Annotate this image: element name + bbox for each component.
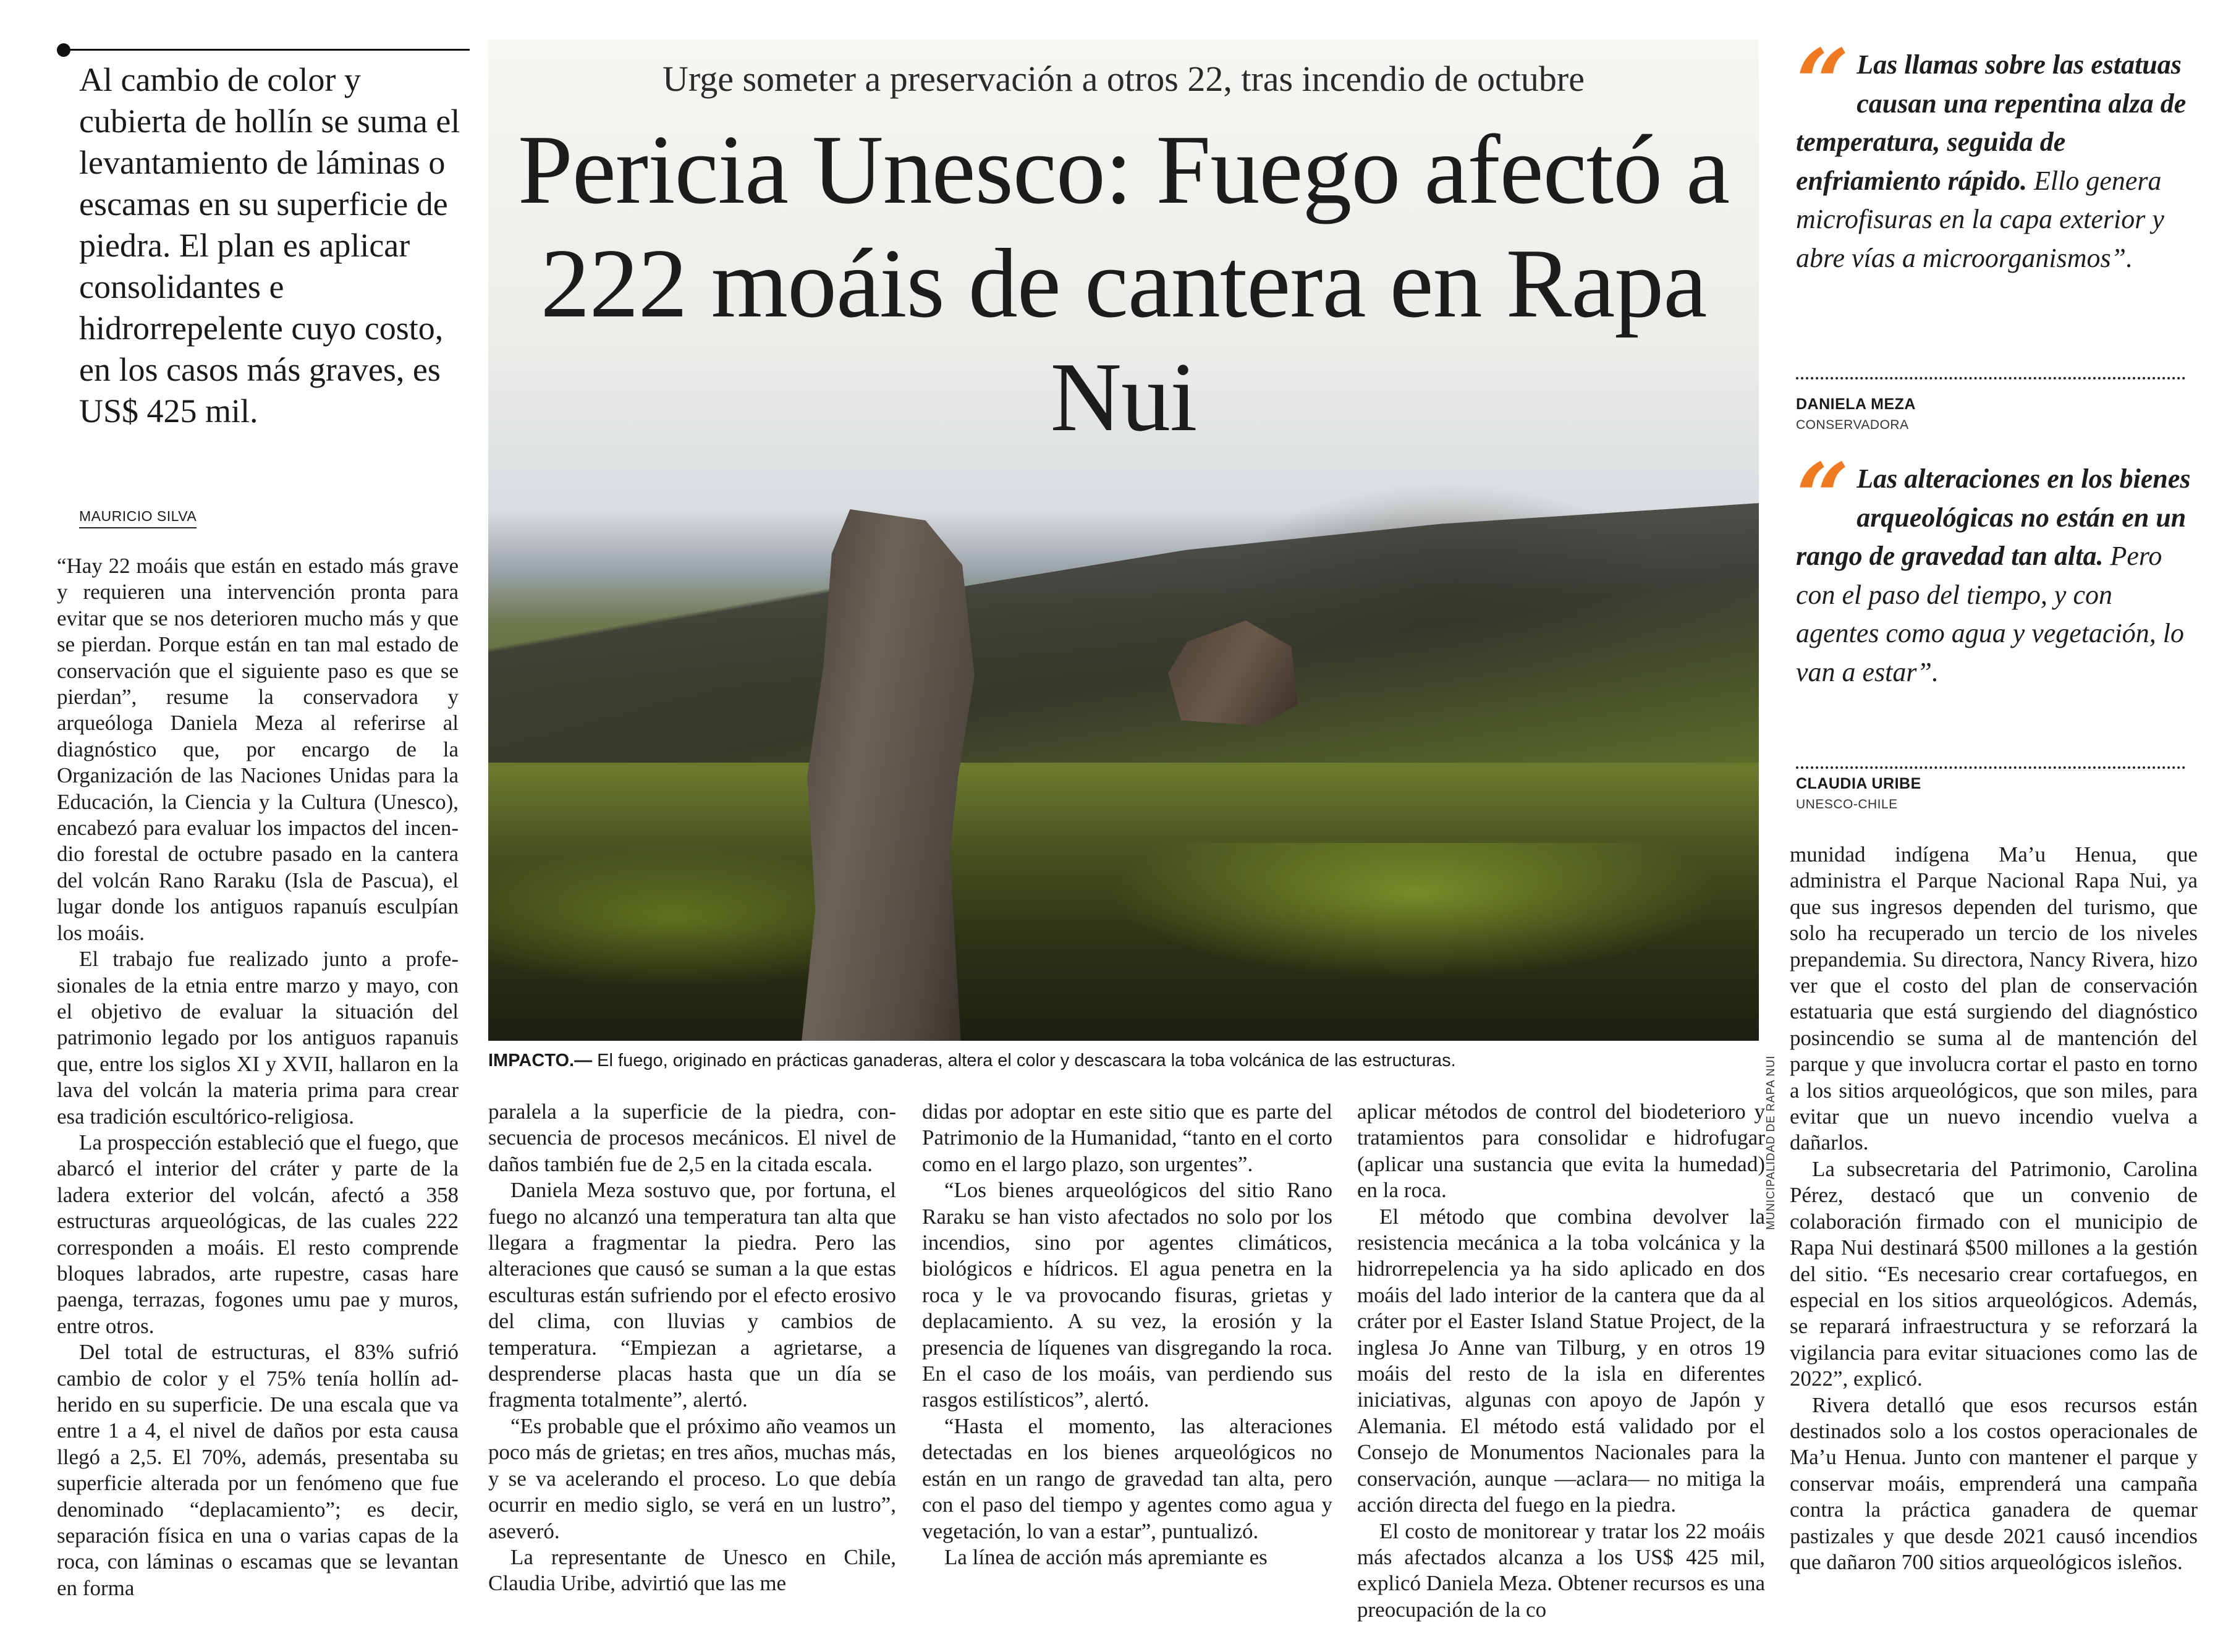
paragraph: El trabajo fue realizado junto a profesionales de la etnia entre marzo y mayo, con el objetivo de evaluar la situación del patrimonio legado por los antiguos rapanuis que, entre los siglos XI y XVII, hallaron en la lava del volcán la materia prima para crear esa tradición escultórico-religiosa. bbox=[57, 947, 459, 1129]
quote-author: DANIELA MEZA bbox=[1796, 396, 1916, 413]
paragraph: Daniela Meza sostuvo que, por fortuna, el fuego no alcanzó una temperatura tan alta que llegara a fragmentar la piedra. Pero las alteraciones que causó se suman a la que estas esculturas están sufriendo por el efecto erosivo del clima, con lluvias y cambios de temperatura. “Empiezan a agrietarse, a desprenderse placas hasta que un día se fragmenta totalmente”, alertó. bbox=[488, 1178, 896, 1412]
paragraph: didas por adoptar en este sitio que es parte del Patrimonio de la Humanidad, “tanto en el corto como en el largo plazo, son urgentes”. bbox=[922, 1099, 1332, 1176]
quote-author: CLAUDIA URIBE bbox=[1796, 775, 1921, 792]
quote-icon: “ bbox=[1796, 46, 1850, 101]
paragraph: La subsecretaria del Patrimonio, Carolina Pérez, destacó que un convenio de colaboración firmado con el municipio de Rapa Nui destinará $500 millones a la gestión del sitio. “Es necesario crear cortafuegos, en especial en los sitios arqueológicos. Además, se reparará infraestructura y se reforzará la vigilancia para evitar situaciones como las de 2022”, explicó. bbox=[1790, 1156, 2198, 1391]
pull-quote-1 bbox=[1796, 46, 2191, 277]
headline-overline: Urge someter a preservación a otros 22, tras incendio de octubre bbox=[663, 59, 1585, 99]
paragraph: El método que combina devolver la resistencia mecánica a la toba volcánica y la hidrorrepelencia ya ha sido aplicado en dos moáis del lado interior de la cantera que da al cráter por el Easter Island Statue Project, de la inglesa Jo Anne van Tilburg, y en otros 19 moáis del resto de la isla en diferentes iniciativas, algunas con apoyo de Japón y Alemania. El método está validado por el Consejo de Monumentos Nacionales para la conservación, aunque —aclara— no mitiga la acción directa del fuego en la piedra. bbox=[1357, 1204, 1765, 1517]
caption-text: El fuego, originado en prácticas ganaderas, altera el color y descascara la toba volcánica de las estructuras. bbox=[592, 1051, 1456, 1070]
body-column-3 bbox=[922, 1099, 1332, 1570]
paragraph: La representante de Unesco en Chile, Claudia Uribe, advirtió que las me bbox=[488, 1544, 896, 1596]
paragraph: munidad indígena Ma’u Henua, que administra el Parque Nacional Rapa Nui, ya que sus ingresos dependen del turismo, que solo ha recuperado un tercio de los niveles prepandemia. Su directora, Nancy Rivera, hizo ver que el costo del plan de conservación estatuaria que está surgiendo del diagnóstico posincendio se suma al de mantención del parque y que involucra cortar el pasto en torno a los sitios arqueológicos, que son miles, para evitar que un nuevo incendio vuelva a dañarlos. bbox=[1790, 842, 2198, 1155]
photo-caption bbox=[488, 1051, 1759, 1071]
burnt-hillside bbox=[488, 503, 1759, 763]
paragraph: “Es probable que el próximo año veamos un poco más de grietas; en tres años, muchas más, y se va acelerando el proceso. Lo que debía ocurrir en medio siglo, se verá en un lustro”, aseveró. bbox=[488, 1413, 896, 1543]
paragraph: “Hay 22 moáis que están en estado más grave y requieren una intervención pronta para evitar que se nos deterioren mucho más y que se pierdan. Porque están en tan mal estado de conservación que el siguiente paso es que se pierdan”, resume la conservadora y arqueóloga Daniela Meza al referirse al diagnóstico que, por encargo de la Organización de las Naciones Unidas para la Educación, la Ciencia y la Cultura (Unesco), encabezó para evaluar los impactos del incendio forestal de octubre pasado en la cantera del volcán Rano Raraku (Isla de Pascua), el lugar donde los antiguos rapanuís esculpían los moáis. bbox=[57, 554, 459, 945]
quote-bold: Las llamas sobre las estatuas causan una repentina alza de temperatura, seguida de enfriamiento rápido. bbox=[1796, 49, 2187, 196]
quote-rest: Ello genera microfisuras en la capa exterior y abre vías a microorganismos”. bbox=[1796, 165, 2164, 273]
quote-icon: “ bbox=[1796, 460, 1850, 515]
quote-author-role: CONSERVADORA bbox=[1796, 418, 1909, 432]
green-grass bbox=[488, 843, 1759, 1041]
body-column-2 bbox=[488, 1099, 896, 1597]
pull-quote-2 bbox=[1796, 460, 2191, 692]
lead-rule bbox=[62, 49, 470, 51]
quote-author-role: UNESCO-CHILE bbox=[1796, 797, 1898, 811]
body-column-5 bbox=[1790, 842, 2198, 1575]
paragraph: El costo de monitorear y tratar los 22 moáis más afectados alcanza a los US$ 425 mil, explicó Daniela Meza. Obtener recursos es una preocupación de la co bbox=[1357, 1519, 1765, 1622]
quote-divider bbox=[1796, 377, 2185, 379]
byline: MAURICIO SILVA bbox=[79, 508, 197, 528]
paragraph: Rivera detalló que esos recursos están destinados solo a los costos operacionales de Ma’u Henua. Junto con mantener el parque y conservar moáis, emprenderá una campaña contra la práctica ganadera de quemar pastizales y que desde 2021 causó incendios que dañaron 700 sitios arqueológicos isleños. bbox=[1790, 1392, 2198, 1574]
lead-paragraph: Al cambio de color y cubierta de hollín se suma el levantamiento de láminas o escamas en su superficie de piedra. El plan es aplicar consolidantes e hidrorrepelente cuyo costo, en los casos más graves, es US$ 425 mil. bbox=[79, 61, 460, 430]
photo-credit: MUNICIPALIDAD DE RAPA NUI bbox=[1764, 1055, 1777, 1230]
paragraph: La línea de acción más apremiante es bbox=[944, 1544, 1268, 1569]
moai-photo bbox=[488, 40, 1759, 1041]
paragraph: paralela a la superficie de la piedra, consecuencia de procesos mecánicos. El nivel de daños también fue de 2,5 en la citada escala. bbox=[488, 1099, 896, 1176]
headline: Pericia Unesco: Fuego afectó a 222 moáis de cantera en Rapa Nui bbox=[517, 114, 1730, 452]
paragraph: La prospección estableció que el fuego, que abarcó el interior del cráter y parte de la ladera exterior del volcán, afectó a 358 estructuras arqueológicas, de las cuales 222 corresponden a moáis. El resto comprende bloques labrados, arte rupestre, casas hare paenga, terrazas, fogones umu pae y muros, entre otros. bbox=[57, 1130, 459, 1338]
paragraph: Del total de estructuras, el 83% sufrió cambio de color y el 75% tenía hollín adherido en su superficie. De una escala que va entre 1 a 4, el nivel de daños por esta causa llegó a 2,5. El 70%, además, presentaba su superficie alterada por un fenómeno que fue denominado “deplacamiento”; es decir, separación física en una o varias capas de la roca, con láminas o escamas que se levantan en forma bbox=[57, 1340, 459, 1600]
paragraph: aplicar métodos de control del biodeterioro y tratamientos para consolidar e hidrofugar (aplicar una sustancia que evita la humedad) en la roca. bbox=[1357, 1099, 1765, 1203]
body-column-1 bbox=[57, 553, 459, 1601]
paragraph: “Los bienes arqueológicos del sitio Rano Raraku se han visto afectados no solo por los incendios, sino por agentes climáticos, biológicos e hídricos. El agua penetra en la roca y le va provocando fisuras, grietas y deplacamiento. A su vez, la erosión y la presencia de líquenes van disgregando la roca. En el caso de los moáis, van perdiendo sus rasgos estilísticos”, alertó. bbox=[922, 1178, 1332, 1412]
quote-divider bbox=[1796, 766, 2185, 769]
paragraph: “Hasta el momento, las alteraciones detectadas en los bienes arqueológicos no están en un rango de gravedad tan alta, pero con el paso del tiempo y agentes como agua y vegetación, lo van a estar”, puntualizó. bbox=[922, 1413, 1332, 1543]
quote-bold: Las alteraciones en los bienes arqueológicas no están en un rango de gravedad tan alta. bbox=[1796, 464, 2191, 571]
quote-rest: Pero con el paso del tiempo, y con agentes como agua y vegetación, lo van a estar”. bbox=[1796, 541, 2185, 687]
caption-label: IMPACTO.— bbox=[488, 1051, 593, 1070]
body-column-4 bbox=[1357, 1099, 1765, 1623]
